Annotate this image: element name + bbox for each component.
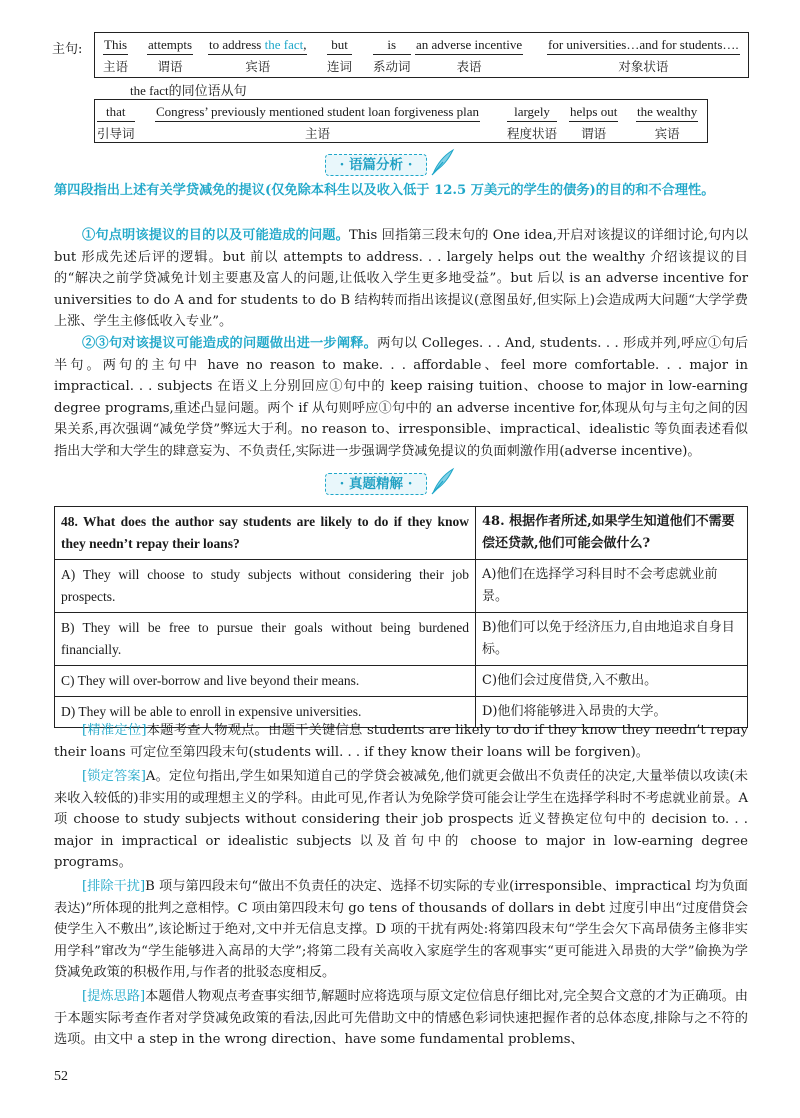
section-banner-solution [325, 471, 455, 495]
option-en: D) They will be able to enroll in expensive universities. [55, 697, 476, 728]
section-title: · 真题精解 · [325, 473, 427, 495]
option-cn: D)他们将能够进入昂贵的大学。 [476, 697, 748, 728]
clause-cell: attempts 谓语 [148, 37, 193, 74]
table-row [55, 507, 748, 560]
section-banner-discourse [325, 152, 455, 176]
option-cn: C)他们会过度借贷,入不敷出。 [476, 666, 748, 697]
appositive-clause-box [94, 99, 708, 143]
option-en: A) They will choose to study subjects without considering their job prospects. [55, 560, 476, 613]
locate-paragraph: [精准定位]本题考查人物观点。由题干关键信息 students are likely to do if they know they needn’t repay their loans 可定位至第四段末句(students will. . . if they know their loans will be forgiven)。 [54, 723, 748, 760]
quill-icon [429, 467, 455, 495]
page-number: 52 [54, 1069, 68, 1084]
answer-paragraph: [锁定答案]A。定位句指出,学生如果知道自己的学贷会被减免,他们就更会做出不负责任的决定,大量举债以攻读(未来收入较低的)非实用的或理想主义的学科。由此可见,作者认为免除学贷可能会让学生在选择学科时不考虑就业前景。A 项 choose to study subjects without considering their job prospects 近义替换定位句中的 decision to. . . major in impractical or idealistic subjects 以及首句中的 choose to major in low-earning degree programs。 [54, 769, 748, 870]
clause-cell: for universities…and for students…. 对象状语 [548, 37, 739, 74]
clause-cell: This 主语 [103, 37, 129, 74]
table-row [55, 666, 748, 697]
tips-paragraph: [提炼思路]本题借人物观点考查事实细节,解题时应将选项与原文定位信息仔细比对,完全契合文意的才为正确项。由于本题实际考查作者对学贷减免政策的看法,因此可先借助文中的情感色彩词快速把握作者的总体态度,排除与之不符的选项。由文中 a step in the wrong direction、have some fundamental problems、 [54, 989, 748, 1047]
exclude-paragraph: [排除干扰]B 项与第四段末句“做出不负责任的决定、选择不切实际的专业(irresponsible、impractical 均为负面表达)”所体现的批判之意相悖。C 项由第四段末句 go tens of thousands of dollars in debt 过度引申出“过度借贷会使学生入不敷出”,该论断过于绝对,文中并无信息支撑。D 项的干扰有两处:将第四段末句“学生会欠下高昂债务主修非实用学科”窜改为“学生能够进入高昂的大学”;将第二段有关高收入家庭学生的客观事实“更可能进入昂贵的大学”偷换为学贷减免政策的积极作用,与作者的批驳态度相反。 [54, 879, 748, 980]
clause-cell: to address the fact, 宾语 [209, 37, 307, 74]
table-row [55, 560, 748, 613]
clause-cell: an adverse incentive 表语 [416, 37, 523, 74]
option-cn: A)他们在选择学习科目时不会考虑就业前景。 [476, 560, 748, 613]
clause-cell: helps out 谓语 [570, 104, 618, 141]
analysis-paragraph-2: ②③句对该提议可能造成的问题做出进一步阐释。两句以 Colleges. . . And, students. . . 形成并列,呼应①句后半句。两句的主句中 have no reason to make. . . affordable、feel more comfortable. . . major in impractical. . . subjects 在语义上分别回应①句中的 keep raising tuition、choose to major in low-earning degree programs,重述凸显问题。两个 if 从句则呼应①句中的 an adverse incentive for,体现从句与主句之间的因果关系,再次强调“减免学贷”弊远大于利。no reason to、irresponsible、impractical、idealistic 等负面表述看似指出大学和大学生的肆意妄为、不负责任,实际进一步强调学贷减免提议的负面刺激作用(adverse incentive)。 [54, 336, 749, 459]
clause-cell: is 系动词 [373, 37, 411, 74]
clause-cell: Congress’ previously mentioned student loan forgiveness plan 主语 [156, 104, 480, 141]
question-en: 48. What does the author say students are likely to do if they know they needn’t repay their loans? [55, 507, 476, 560]
clause-cell: the wealthy 宾语 [637, 104, 698, 141]
question-cn: 48. 根据作者所述,如果学生知道他们不需要偿还贷款,他们可能会做什么? [476, 507, 748, 560]
question-table [54, 506, 748, 728]
sentence-label: 主句: [52, 42, 83, 57]
main-clause-box [94, 32, 749, 78]
option-en: C) They will over-borrow and live beyond their means. [55, 666, 476, 697]
quill-icon [429, 148, 455, 176]
section-title: · 语篇分析 · [325, 154, 427, 176]
option-en: B) They will be free to pursue their goals without being burdened financially. [55, 613, 476, 666]
analysis-paragraph-1: ①句点明该提议的目的以及可能造成的问题。This 回指第三段末句的 One idea,开启对该提议的详细讨论,句内以 but 形成先述后评的逻辑。but 前以 attempts to address. . . largely helps out the wealthy 介绍该提议的目的“解决之前学贷减免计划主要惠及富人的问题,让低收入学生更多地受益”。but 后以 is an adverse incentive for universities to do A and for students to do B 结构转而指出该提议(意图虽好,但实际上)会造成两大问题“大学学费上涨、学生主修低收入专业”。 [54, 228, 749, 329]
option-cn: B)他们可以免于经济压力,自由地追求自身目标。 [476, 613, 748, 666]
table-row [55, 613, 748, 666]
clause-cell: largely 程度状语 [507, 104, 558, 141]
appositive-label: the fact的同位语从句 [130, 83, 247, 98]
section-intro: 第四段指出上述有关学贷减免的提议(仅免除本科生以及收入低于 12.5 万美元的学生的债务)的目的和不合理性。 [54, 183, 715, 198]
clause-cell: that 引导词 [97, 104, 135, 141]
clause-cell: but 连词 [327, 37, 353, 74]
